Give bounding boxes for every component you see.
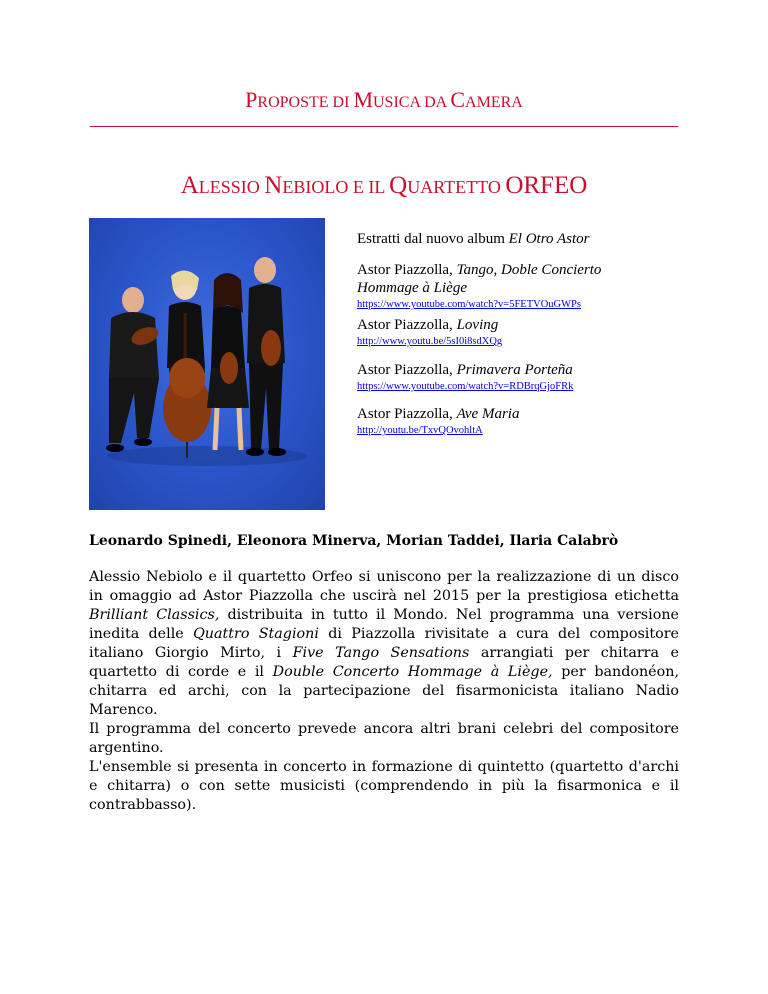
track-link[interactable]: https://www.youtube.com/watch?v=RDBrqGjoFRk — [357, 381, 574, 392]
track-link[interactable]: https://www.youtube.com/watch?v=5FETVOuGWPs — [357, 299, 581, 310]
track-item: Astor Piazzolla, Ave Maria http://youtu.be/TxvQOvohltA — [357, 406, 520, 436]
track-item: Astor Piazzolla, Primavera Porteña https://www.youtube.com/watch?v=RDBrqGjoFRk — [357, 362, 574, 392]
track-item: Astor Piazzolla, Tango, Doble Concierto Hommage à Liège https://www.youtube.com/watch?v=5FETVOuGWPs — [357, 262, 602, 310]
description: Alessio Nebiolo e il quartetto Orfeo si uniscono per la realizzazione di un disco in omaggio ad Astor Piazzolla che uscirà nel 2015 per la prestigiosa etichetta Brilliant Classics, distribuita in tutto il Mondo. Nel programma una versione inedita delle Quattro Stagioni di Piazzolla rivisitate a cura del compositore italiano Giorgio Mirto, i Five Tango Sensations arrangiati per chitarra e quartetto di corde e il Double Concerto Hommage à Liège, per bandonéon, chitarra ed archi, con la partecipazione del fisarmonicista italiano Nadio Marenco. Il programma del concerto prevede ancora altri brani celebri del compositore argentino. L'ensemble si presenta in concerto in formazione di quintetto (quartetto d'archi e chitarra) o con sette musicisti (comprendendo in più la fisarmonica e il contrabbasso). — [89, 569, 679, 813]
members-list: Leonardo Spinedi, Eleonora Minerva, Morian Taddei, Ilaria Calabrò — [89, 533, 619, 549]
ensemble-photo — [89, 218, 325, 510]
track-link[interactable]: http://www.youtu.be/5sI0i8sdXQg — [357, 336, 503, 347]
track-link[interactable]: http://youtu.be/TxvQOvohltA — [357, 425, 483, 436]
album-intro: Estratti dal nuovo album El Otro Astor — [357, 231, 590, 247]
page-title: ALESSIO NEBIOLO E IL QUARTETTO ORFEO — [180, 172, 588, 199]
track-item: Astor Piazzolla, Loving http://www.youtu.be/5sI0i8sdXQg — [357, 317, 503, 347]
header-divider — [90, 126, 678, 127]
section-header: PROPOSTE DI MUSICA DA CAMERA — [245, 87, 523, 112]
